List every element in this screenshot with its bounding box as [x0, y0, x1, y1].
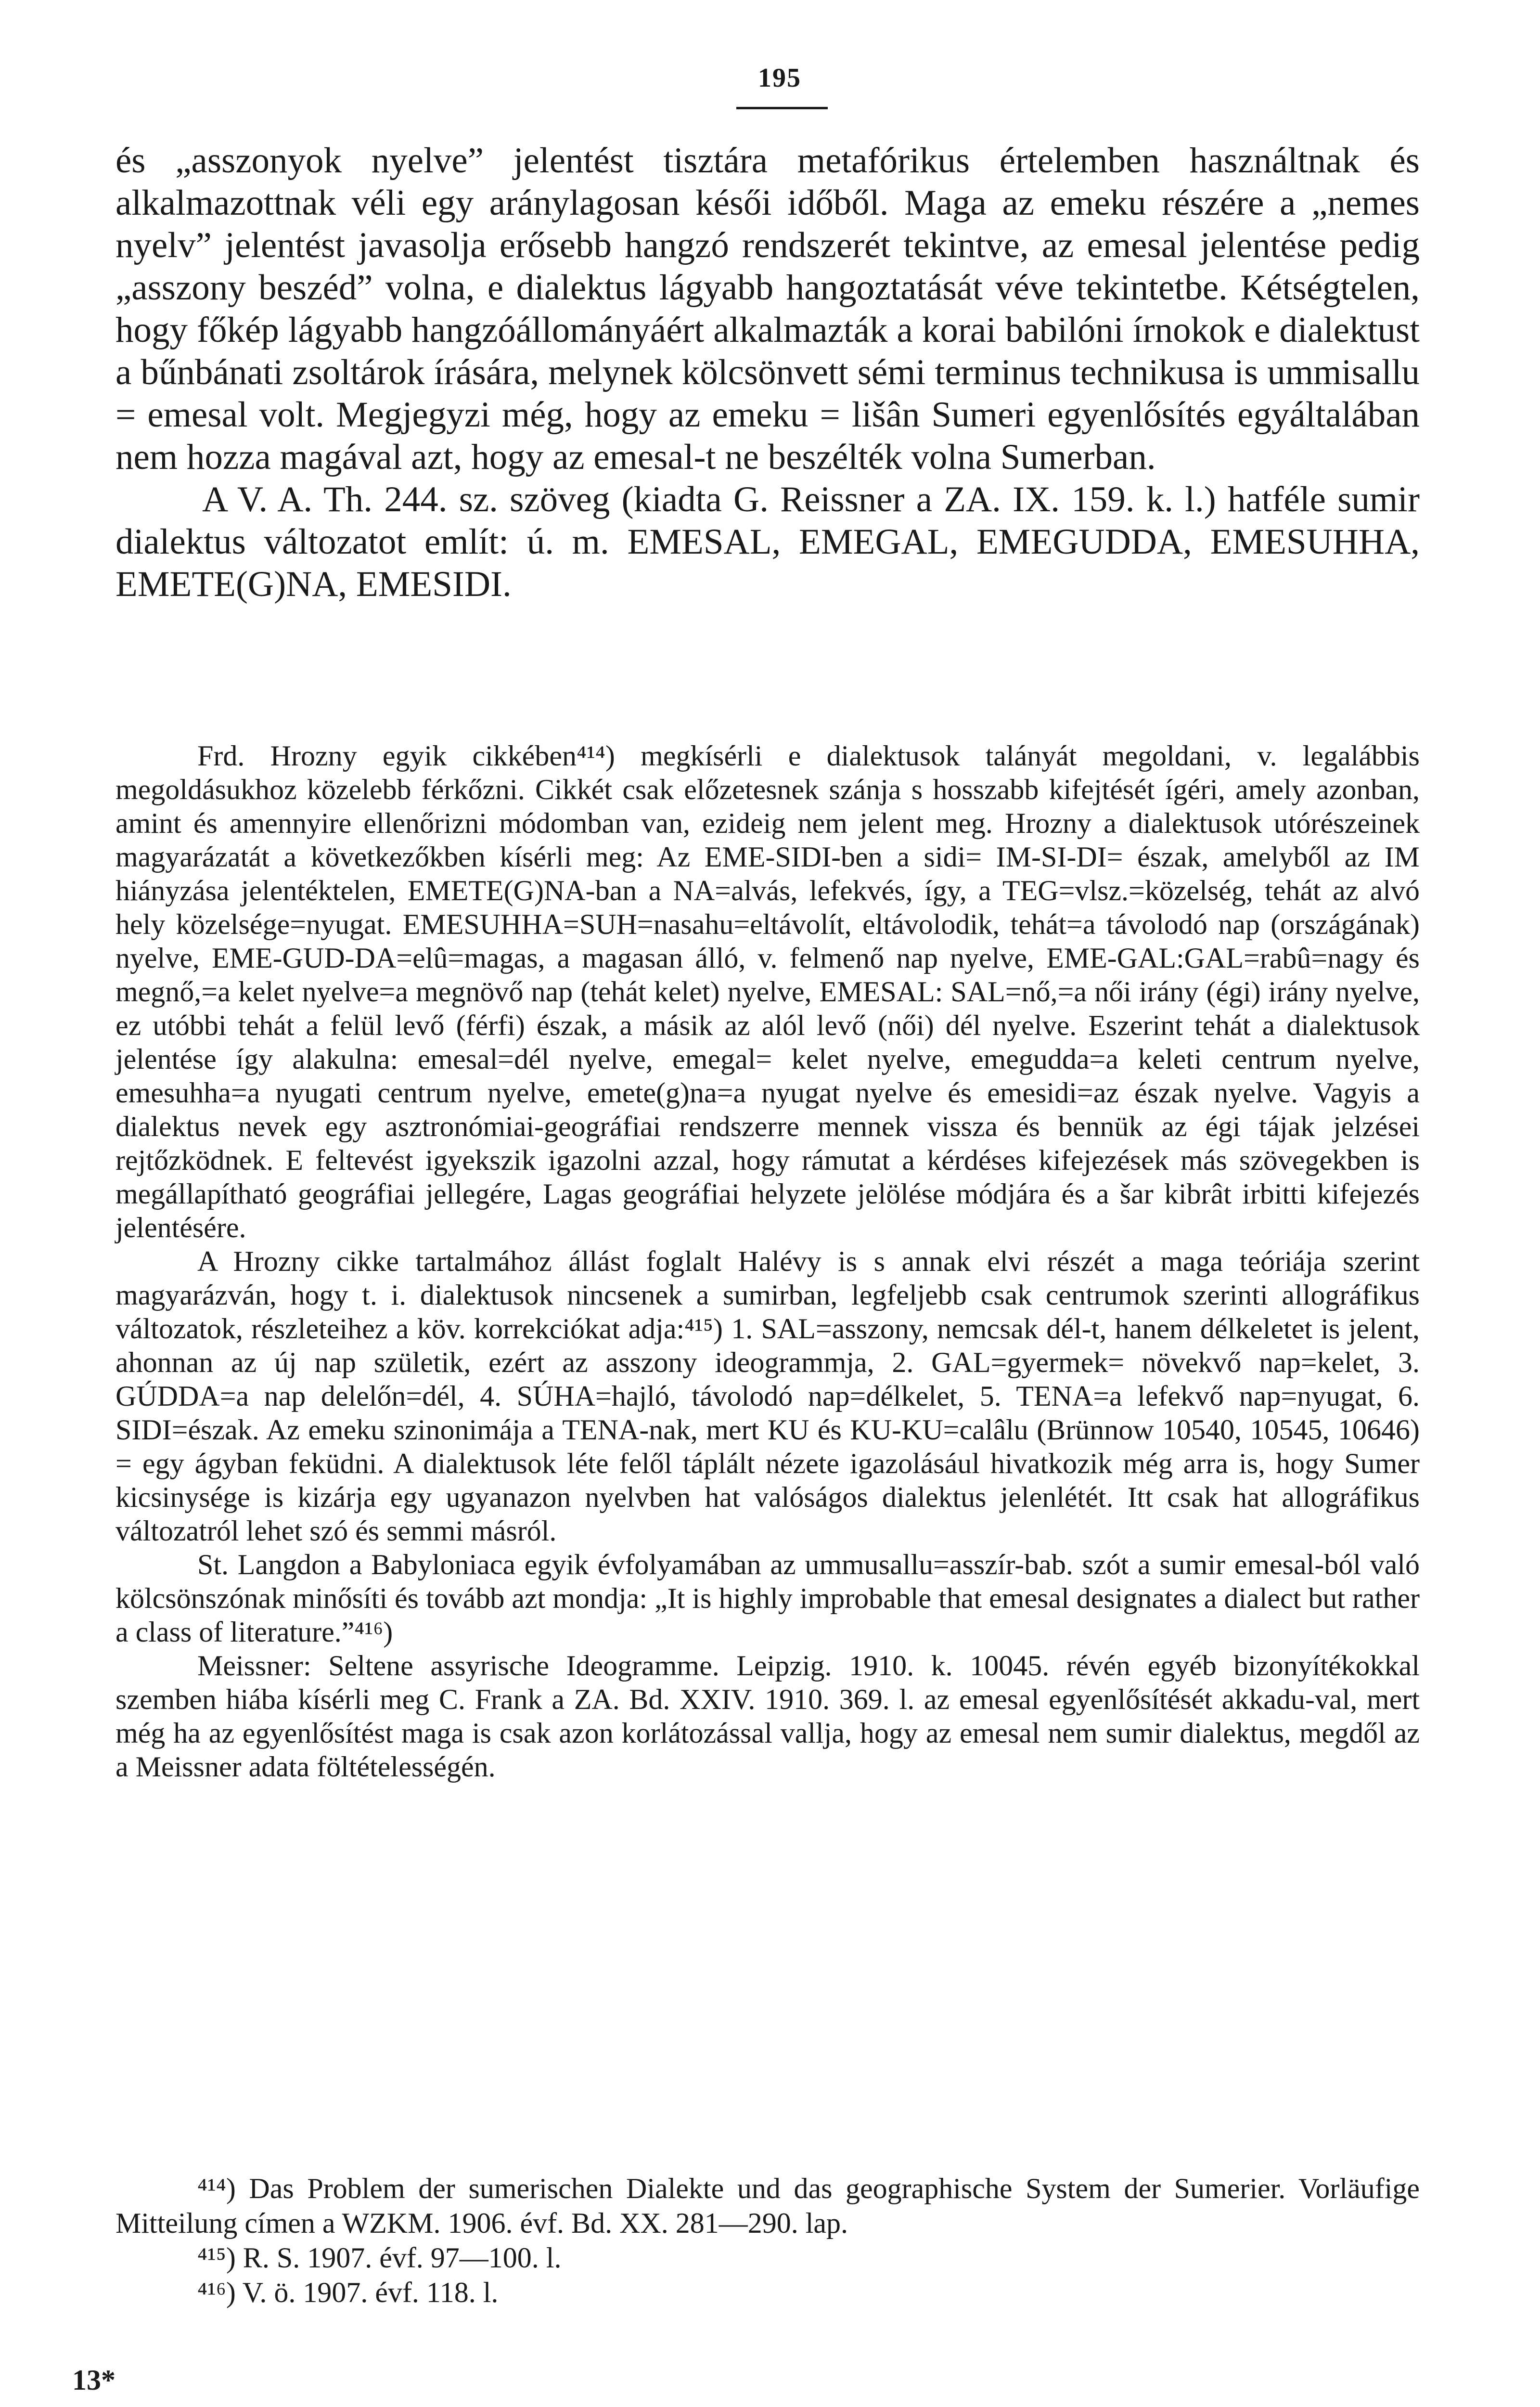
signature-mark: 13* — [72, 2364, 116, 2396]
langdon-paragraph: St. Langdon a Babyloniaca egyik évfolyamában az ummusallu=asszír-bab. szót a sumir emesal-ból való kölcsönszónak minősíti és tovább azt mondja: „It is highly improbable that emesal designates a dialect but rather a class of literature.”⁴¹⁶) — [116, 1549, 1420, 1648]
footnote-415: ⁴¹⁵) R. S. 1907. évf. 97—100. l. — [197, 2242, 562, 2274]
page-number: 195 — [758, 63, 801, 93]
meissner-paragraph: Meissner: Seltene assyrische Ideogramme. Leipzig. 1910. k. 10045. révén egyéb bizonyítékokkal szemben hiába kísérli meg C. Frank a ZA. Bd. XXIV. 1910. 369. l. az emesal egyenlősítését akkadu-val, mert még ha az egyenlősítést maga is csak azon korlátozással vallja, hogy az emesal nem sumir dialektus, megdől az a Meissner adata föltételességén. — [116, 1650, 1420, 1783]
footnote-416: ⁴¹⁶) V. ö. 1907. évf. 118. l. — [197, 2277, 499, 2308]
small-print-block — [116, 739, 1420, 1784]
main-paragraph-1: és „asszonyok nyelve” jelentést tisztára metafórikus értelemben használtnak és alkalmazottnak véli egy aránylagosan késői időből. Maga az emeku részére a „nemes nyelv” jelentést javasolja erősebb hangzó rendszerét tekintve, az emesal jelentése pedig „asszony beszéd” volna, e dialektus lágyabb hangoztatását véve tekintetbe. Kétségtelen, hogy főkép lágyabb hangzóállományáért alkalmazták a korai babilóni írnokok e dialektust a bűnbánati zsoltárok írására, melynek kölcsönvett sémi terminus technikusa is ummisallu = emesal volt. Megjegyzi még, hogy az emeku = lišân Sumeri egyenlősítés egyáltalában nem hozza magával azt, hogy az emesal-t ne beszélték volna Sumerban. — [116, 141, 1420, 477]
page-number-underline — [736, 107, 828, 109]
main-text-block — [116, 140, 1420, 606]
footnotes — [116, 2171, 1420, 2310]
hrozny-paragraph: Frd. Hrozny egyik cikkében⁴¹⁴) megkísérli e dialektusok talányát megoldani, v. legalábbis megoldásukhoz közelebb férkőzni. Cikkét csak előzetesnek szánja s hosszabb kifejtését ígéri, amely azonban, amint és amennyire ellenőrizni módomban van, ezideig nem jelent meg. Hrozny a dialektusok utórészeinek magyarázatát a következőkben kísérli meg: Az EME-SIDI-ben a sidi= IM-SI-DI= észak, amelyből az IM hiányzása jelentéktelen, EMETE(G)NA-ban a NA=alvás, lefekvés, így, a TEG=vlsz.=közelség, tehát az alvó hely közelsége=nyugat. EMESUHHA=SUH=nasahu=eltávolít, eltávolodik, tehát=a távolodó nap (országának) nyelve, EME-GUD-DA=elû=magas, a magasan álló, v. felmenő nap nyelve, EME-GAL:GAL=rabû=nagy és megnő,=a kelet nyelve=a megnövő nap (tehát kelet) nyelve, EMESAL: SAL=nő,=a női irány (égi) irány nyelve, ez utóbbi tehát a felül levő (férfi) észak, a másik az alól levő (női) dél nyelve. Eszerint tehát a dialektusok jelentése így alakulna: emesal=dél nyelve, emegal= kelet nyelve, emegudda=a keleti centrum nyelve, emesuhha=a nyugati centrum nyelve, emete(g)na=a nyugat nyelve és emesidi=az észak nyelve. Vagyis a dialektus nevek egy asztronómiai-geográfiai rendszerre mennek vissza és bennük az égi tájak jelzései rejtőzködnek. E feltevést igyekszik igazolni azzal, hogy rámutat a kérdéses kifejezések más szövegekben is megállapítható geográfiai jellegére, Lagas geográfiai helyzete jelölése módjára és a šar kibrât irbitti kifejezés jelentésére. — [116, 740, 1420, 1243]
footnote-414: ⁴¹⁴) Das Problem der sumerischen Dialekte und das geographische System der Sumerier. Vorläufige Mitteilung címen a WZKM. 1906. évf. Bd. XX. 281—290. lap. — [116, 2173, 1420, 2239]
main-paragraph-2: A V. A. Th. 244. sz. szöveg (kiadta G. Reissner a ZA. IX. 159. k. l.) hatféle sumir dialektus változatot említ: ú. m. EMESAL, EMEGAL, EMEGUDDA, EMESUHHA, EMETE(G)NA, EMESIDI. — [116, 479, 1420, 604]
halevy-paragraph: A Hrozny cikke tartalmához állást foglalt Halévy is s annak elvi részét a maga teóriája szerint magyarázván, hogy t. i. dialektusok nincsenek a sumirban, legfeljebb csak centrumok szerinti allográfikus változatok, részleteihez a köv. korrekciókat adja:⁴¹⁵) 1. SAL=asszony, nemcsak dél-t, hanem délkeletet is jelent, ahonnan az új nap születik, ezért az asszony ideogrammja, 2. GAL=gyermek= növekvő nap=kelet, 3. GÚDDA=a nap delelőn=dél, 4. SÚHA=hajló, távolodó nap=délkelet, 5. TENA=a lefekvő nap=nyugat, 6. SIDI=észak. Az emeku szinonimája a TENA-nak, mert KU és KU-KU=calâlu (Brünnow 10540, 10545, 10646) = egy ágyban feküdni. A dialektusok léte felől táplált nézete igazolásául hivatkozik még arra is, hogy Sumer kicsinysége is kizárja egy ugyanazon nyelvben hat valóságos dialektus jelenlétét. Itt csak hat allográfikus változatról lehet szó és semmi másról. — [116, 1245, 1420, 1547]
